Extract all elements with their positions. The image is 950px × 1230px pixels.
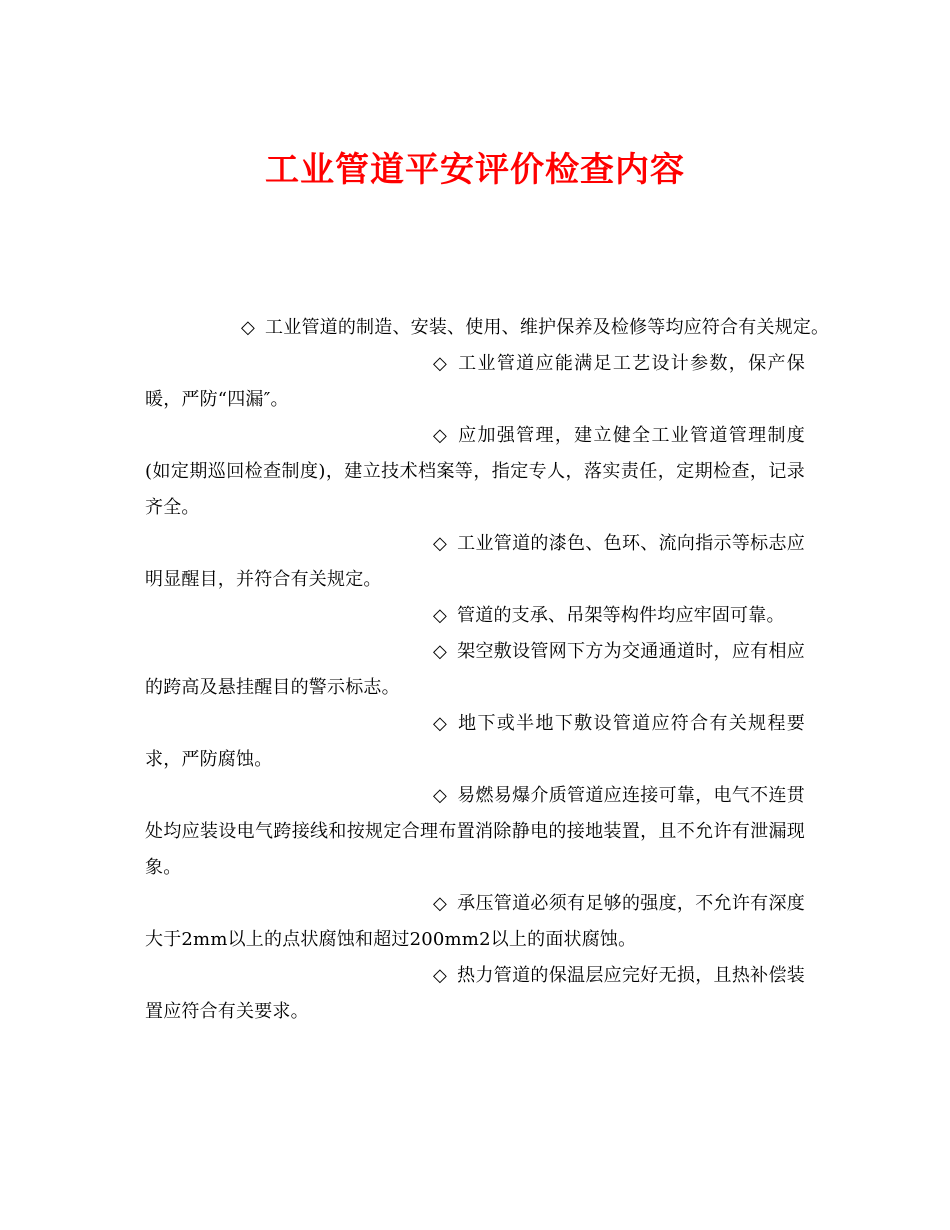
diamond-bullet-icon: ◇ [433,785,448,806]
diamond-bullet-icon: ◇ [433,641,448,662]
list-item [145,634,805,706]
list-item-text: 地下或半地下敷设管道应符合有关规程要求，严防腐蚀。 [145,713,805,770]
list-item [145,778,805,886]
list-item-text: 热力管道的保温层应完好无损，且热补偿装置应符合有关要求。 [145,965,805,1022]
list-item-text: 易燃易爆介质管道应连接可靠，电气不连贯处均应装设电气跨接线和按规定合理布置消除静电的接地装置，且不允许有泄漏现象。 [145,785,805,878]
list-item-text: 承压管道必须有足够的强度，不允许有深度大于2mm以上的点状腐蚀和超过200mm2以上的面状腐蚀。 [145,893,805,950]
list-item [145,706,805,778]
list-item [145,598,805,634]
list-item-text: 应加强管理，建立健全工业管道管理制度(如定期巡回检查制度)，建立技术档案等，指定专人，落实责任，定期检查，记录齐全。 [145,425,805,518]
diamond-bullet-icon: ◇ [433,533,448,554]
document-body [145,310,830,1030]
list-item [145,886,805,958]
list-item [145,526,805,598]
diamond-bullet-icon: ◇ [433,893,448,914]
diamond-bullet-icon: ◇ [433,353,448,374]
document-title: 工业管道平安评价检查内容 [265,149,685,190]
list-item [145,418,805,526]
diamond-bullet-icon: ◇ [433,713,448,734]
diamond-bullet-icon: ◇ [433,425,448,446]
list-item-text: 工业管道应能满足工艺设计参数，保产保暖，严防“四漏″。 [145,353,805,410]
diamond-bullet-icon: ◇ [433,605,448,626]
list-item [145,958,805,1030]
list-item-text: 管道的支承、吊架等构件均应牢固可靠。 [457,605,785,626]
list-item-text: 架空敷设管网下方为交通通道时，应有相应的跨高及悬挂醒目的警示标志。 [145,641,805,698]
list-item-text: 工业管道的漆色、色环、流向指示等标志应明显醒目，并符合有关规定。 [145,533,805,590]
diamond-bullet-icon: ◇ [433,965,448,986]
list-item-text: 工业管道的制造、安装、使用、维护保养及检修等均应符合有关规定。 [265,317,830,338]
list-item [145,346,805,418]
list-item [145,310,830,346]
diamond-bullet-icon: ◇ [241,317,256,338]
